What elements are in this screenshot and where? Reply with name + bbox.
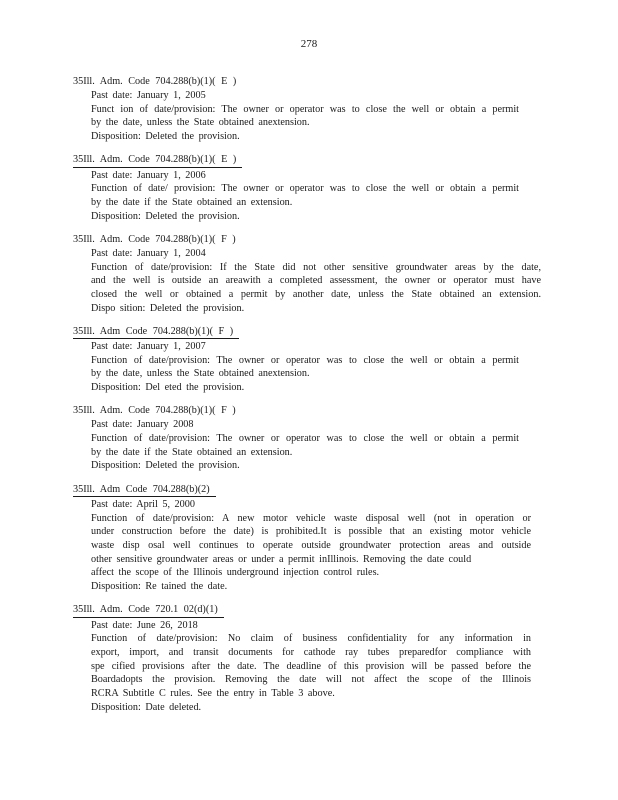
- provision-entry: [73, 149, 543, 223]
- citation: 35Ill. Adm. Code 704.288(b)(1)( F ): [73, 405, 236, 417]
- function-text: export, import, and transit documents for cathode ray tubes preparedfor compliance with: [91, 646, 531, 658]
- provisions-list: [73, 71, 543, 720]
- function-text: Function of date/ provision: The owner or operator was to close the well or obtain a permit: [91, 183, 519, 195]
- function-text: under construction before the date) is prohibited.It is possible that an existing motor vehicle: [91, 526, 531, 538]
- disposition: Disposition: Deleted the provision.: [91, 131, 240, 143]
- function-text: Boardadopts the provision. Removing the date will not affect the scope of the Illinois: [91, 674, 531, 686]
- provision-entry: [73, 479, 543, 594]
- disposition: Disposition: Deleted the provision.: [91, 460, 240, 472]
- past-date: Past date: January 1, 2007: [91, 341, 206, 353]
- disposition: Dispo sition: Deleted the provision.: [91, 302, 245, 314]
- entry-body: [73, 619, 543, 715]
- function-text: Function of date/provision: The owner or operator was to close the well or obtain a permit: [91, 354, 519, 366]
- entry-body: [73, 169, 543, 224]
- function-text: Function of date/provision: The owner or operator was to close the well or obtain a permit: [91, 433, 519, 445]
- function-text: by the date if the State obtained an extension.: [91, 446, 293, 458]
- function-text: affect the scope of the Illinois underground injection control rules.: [91, 567, 380, 579]
- provision-entry: [73, 599, 543, 714]
- past-date: Past date: April 5, 2000: [91, 498, 195, 510]
- entry-body: [73, 247, 543, 316]
- entry-body: [73, 340, 543, 395]
- function-text: by the date, unless the State obtained anextension.: [91, 117, 310, 129]
- provision-entry: [73, 71, 543, 144]
- provision-entry: [73, 229, 543, 316]
- function-text: spe cified provisions after the date. The deadline of this provision will be passed before the: [91, 660, 531, 672]
- function-text: closed the well or obtained a permit by another date, unless the State obtained an extension.: [91, 288, 541, 300]
- disposition: Disposition: Deleted the provision.: [91, 210, 240, 222]
- function-text: other sensitive groundwater areas or under a permit inIllinois. Removing the date could: [91, 553, 472, 565]
- disposition: Disposition: Date deleted.: [91, 701, 202, 713]
- citation: 35Ill. Adm. Code 704.288(b)(1)( F ): [73, 233, 236, 245]
- function-text: by the date if the State obtained an extension.: [91, 196, 293, 208]
- entry-body: [73, 418, 543, 473]
- provision-entry: [73, 400, 543, 473]
- page-number: 278: [300, 38, 318, 50]
- past-date: Past date: June 26, 2018: [91, 619, 198, 631]
- disposition: Disposition: Del eted the provision.: [91, 382, 245, 394]
- citation: 35Ill. Adm Code 704.288(b)(2): [73, 484, 216, 497]
- function-text: RCRA Subtitle C rules. See the entry in Table 3 above.: [91, 688, 335, 700]
- function-text: Function of date/provision: If the State did not other sensitive groundwater areas by the date,: [91, 261, 541, 273]
- citation: 35Ill. Adm. Code 720.1 02(d)(1): [73, 604, 224, 617]
- function-text: Function of date/provision: No claim of business confidentiality for any information in: [91, 633, 531, 645]
- function-text: and the well is outside an areawith a completed assessment, the owner or operator must have: [91, 275, 541, 287]
- entry-body: [73, 89, 543, 144]
- function-text: by the date, unless the State obtained anextension.: [91, 368, 310, 380]
- provision-entry: [73, 321, 543, 395]
- disposition: Disposition: Re tained the date.: [91, 581, 228, 593]
- citation: 35Ill. Adm. Code 704.288(b)(1)( E ): [73, 76, 237, 87]
- past-date: Past date: January 1, 2005: [91, 90, 206, 101]
- citation: 35Ill. Adm. Code 704.288(b)(1)( E ): [73, 154, 242, 167]
- past-date: Past date: January 1, 2006: [91, 169, 206, 181]
- function-text: Function of date/provision: A new motor vehicle waste disposal well (not in operation or: [91, 512, 531, 524]
- citation: 35Ill. Adm Code 704.288(b)(1)( F ): [73, 326, 239, 339]
- past-date: Past date: January 1, 2004: [91, 247, 206, 259]
- function-text: Funct ion of date/provision: The owner or operator was to close the well or obtain a permit: [91, 103, 519, 115]
- past-date: Past date: January 2008: [91, 419, 194, 431]
- function-text: waste disp osal well continues to operate outside groundwater protection areas and outside: [91, 539, 531, 551]
- entry-body: [73, 498, 543, 594]
